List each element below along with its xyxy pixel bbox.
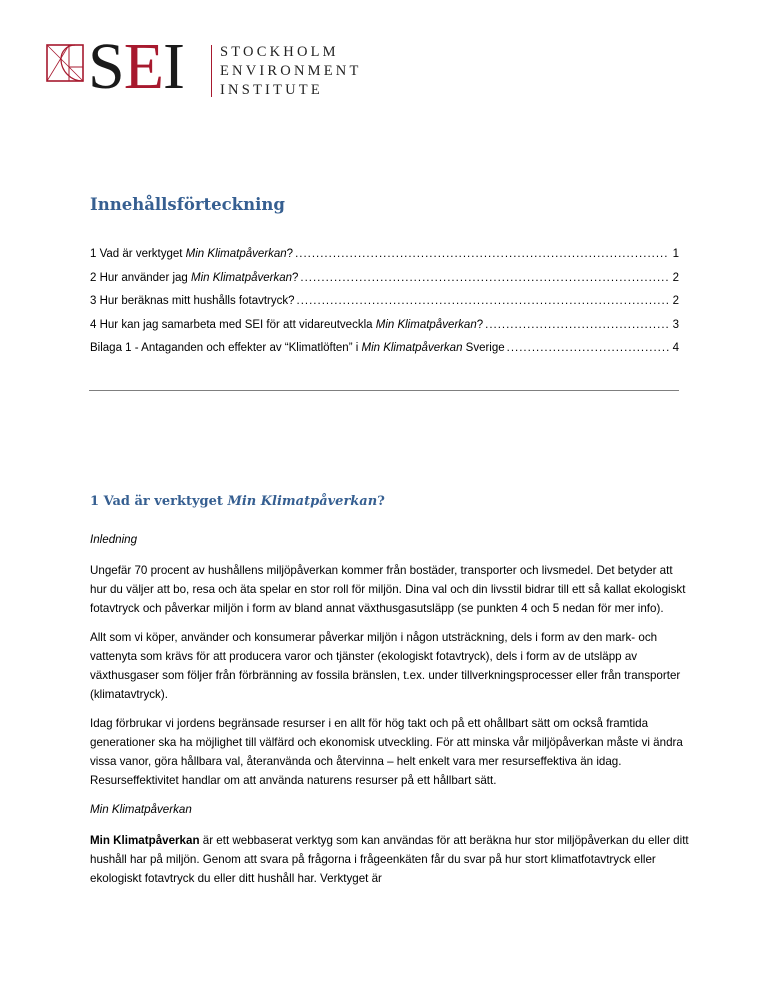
toc-page-number: 2 xyxy=(672,271,679,284)
toc-title: Innehållsförteckning xyxy=(90,195,285,214)
toc-page-number: 3 xyxy=(672,318,679,331)
paragraph: Idag förbrukar vi jordens begränsade resurser i en allt för hög takt och på ett ohållbart sätt om också framtida generationer ska ha möjlighet till välfärd och ekonomisk utveckling. För att minska vår miljöpåverkan måste vi ändra vissa vanor, göra hållbara val, återanvända och återvinna – helt enkelt vara mer resurseffektiva än idag. Resurseffektivitet handlar om att använda naturens resurser på ett hållbart sätt. xyxy=(90,717,683,787)
toc-page-number: 1 xyxy=(672,248,679,260)
paragraph: Ungefär 70 procent av hushållens miljöpåverkan kommer från bostäder, transporter och livsmedel. Det betyder att hur du väljer att bo, resa och äta spelar en stor roll för miljön. Dina val och din livsstil bidrar till ett så kallat ekologiskt fotavtryck och påverkar miljön i form av bland annat växthusgasutsläpp (se punkten 4 och 5 nedan för mer info). xyxy=(90,564,686,615)
golden-spiral-icon xyxy=(46,44,84,82)
horizontal-divider xyxy=(89,390,679,391)
toc-entry[interactable]: 3 Hur beräknas mitt hushålls fotavtryck? ..... 2 xyxy=(90,295,679,319)
toc-entry[interactable]: 1 Vad är verktyget Min Klimatpåverkan? ..... 1 xyxy=(90,248,679,272)
paragraph: Min Klimatpåverkan är ett webbaserat verktyg som kan användas för att beräkna hur stor miljöpåverkan du eller ditt hushåll har på miljön. Genom att svara på frågorna i frågeenkäten får du svar på hur stort klimatfotavtryck eller ekologiskt fotavtryck du eller ditt hushåll har. Verktyget är xyxy=(90,834,689,885)
toc-leader xyxy=(485,319,669,331)
institute-name: STOCKHOLM ENVIRONMENT INSTITUTE xyxy=(220,44,362,98)
section-heading: 1 Vad är verktyget Min Klimatpåverkan? xyxy=(90,494,385,509)
paragraph: Allt som vi köper, använder och konsumerar påverkar miljön i någon utsträckning, dels i form av den mark- och vattenyta som krävs för att producera varor och tjänster (ekologiskt fotavtryck), dels i form av de utsläpp av växthusgaser som följer från förbränning av fossila bränslen, t.ex. under tillverkningsprocesser eller från transporter (klimatavtryck). xyxy=(90,631,681,701)
toc-entry[interactable]: 2 Hur använder jag Min Klimatpåverkan? ..... 2 xyxy=(90,272,679,296)
tool-name: Min Klimatpåverkan xyxy=(90,834,200,847)
sei-logo xyxy=(46,30,366,103)
toc-leader xyxy=(295,248,669,260)
toc-leader xyxy=(300,272,669,284)
section-body xyxy=(90,530,690,898)
toc-leader xyxy=(507,342,669,354)
table-of-contents xyxy=(90,248,679,366)
sei-letters: SEI xyxy=(88,30,185,103)
toc-leader xyxy=(297,295,669,307)
toc-page-number: 4 xyxy=(672,342,679,354)
subheading-intro: Inledning xyxy=(90,533,138,546)
toc-page-number: 2 xyxy=(672,295,679,307)
subheading-tool: Min Klimatpåverkan xyxy=(90,803,192,816)
toc-entry[interactable]: Bilaga 1 - Antaganden och effekter av “Klimatlöften” i Min Klimatpåverkan Sverige ..... 4 xyxy=(90,342,679,366)
toc-entry[interactable]: 4 Hur kan jag samarbeta med SEI för att vidareutveckla Min Klimatpåverkan? ..... 3 xyxy=(90,319,679,343)
logo-divider xyxy=(211,45,212,97)
